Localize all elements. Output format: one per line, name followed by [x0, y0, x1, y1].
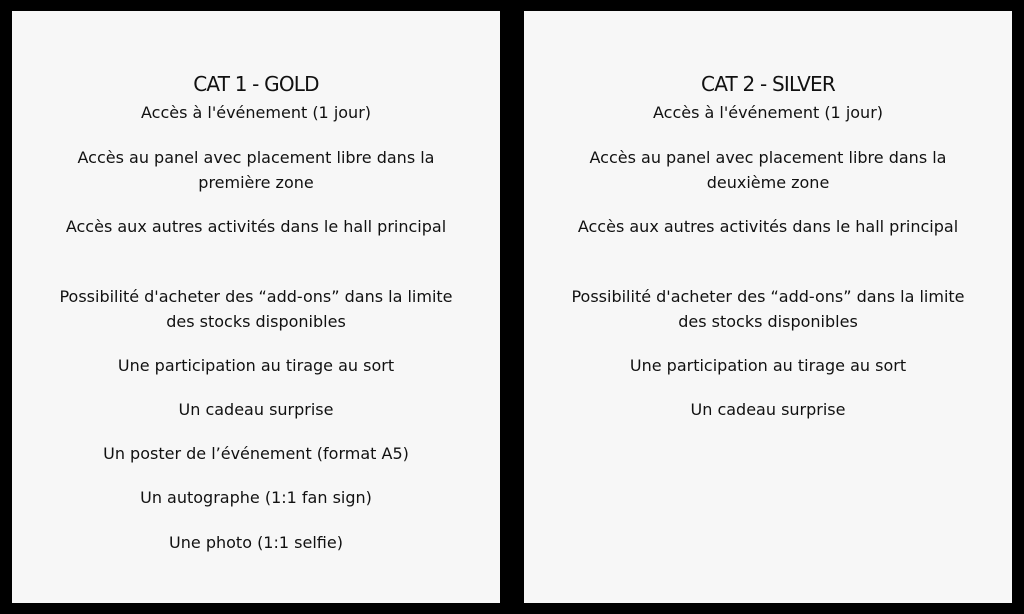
tier-title: CAT 2 - SILVER [701, 72, 835, 96]
benefit-item: Une photo (1:1 selfie) [169, 533, 343, 552]
tier-card-silver [524, 11, 1012, 603]
benefit-item: Une participation au tirage au sort [117, 356, 395, 375]
benefit-item: Accès aux autres activités dans le hall principal [577, 217, 959, 236]
benefit-item: Un cadeau surprise [690, 400, 846, 419]
benefit-item: Accès au panel avec placement libre dans la première zone [77, 148, 435, 192]
benefit-item: Accès au panel avec placement libre dans la deuxième zone [589, 148, 947, 192]
benefit-item: Un poster de l’événement (format A5) [103, 444, 409, 463]
tier-title: CAT 1 - GOLD [193, 72, 319, 96]
benefit-item: Un cadeau surprise [178, 400, 334, 419]
benefit-item: Accès à l'événement (1 jour) [652, 103, 884, 122]
benefit-item: Accès à l'événement (1 jour) [140, 103, 372, 122]
benefit-item: Un autographe (1:1 fan sign) [140, 488, 372, 507]
benefit-item: Possibilité d'acheter des “add-ons” dans la limite des stocks disponibles [571, 287, 965, 331]
benefit-item: Possibilité d'acheter des “add-ons” dans la limite des stocks disponibles [59, 287, 453, 331]
benefit-item: Une participation au tirage au sort [629, 356, 907, 375]
tier-card-gold [12, 11, 500, 603]
benefit-item: Accès aux autres activités dans le hall principal [65, 217, 447, 236]
